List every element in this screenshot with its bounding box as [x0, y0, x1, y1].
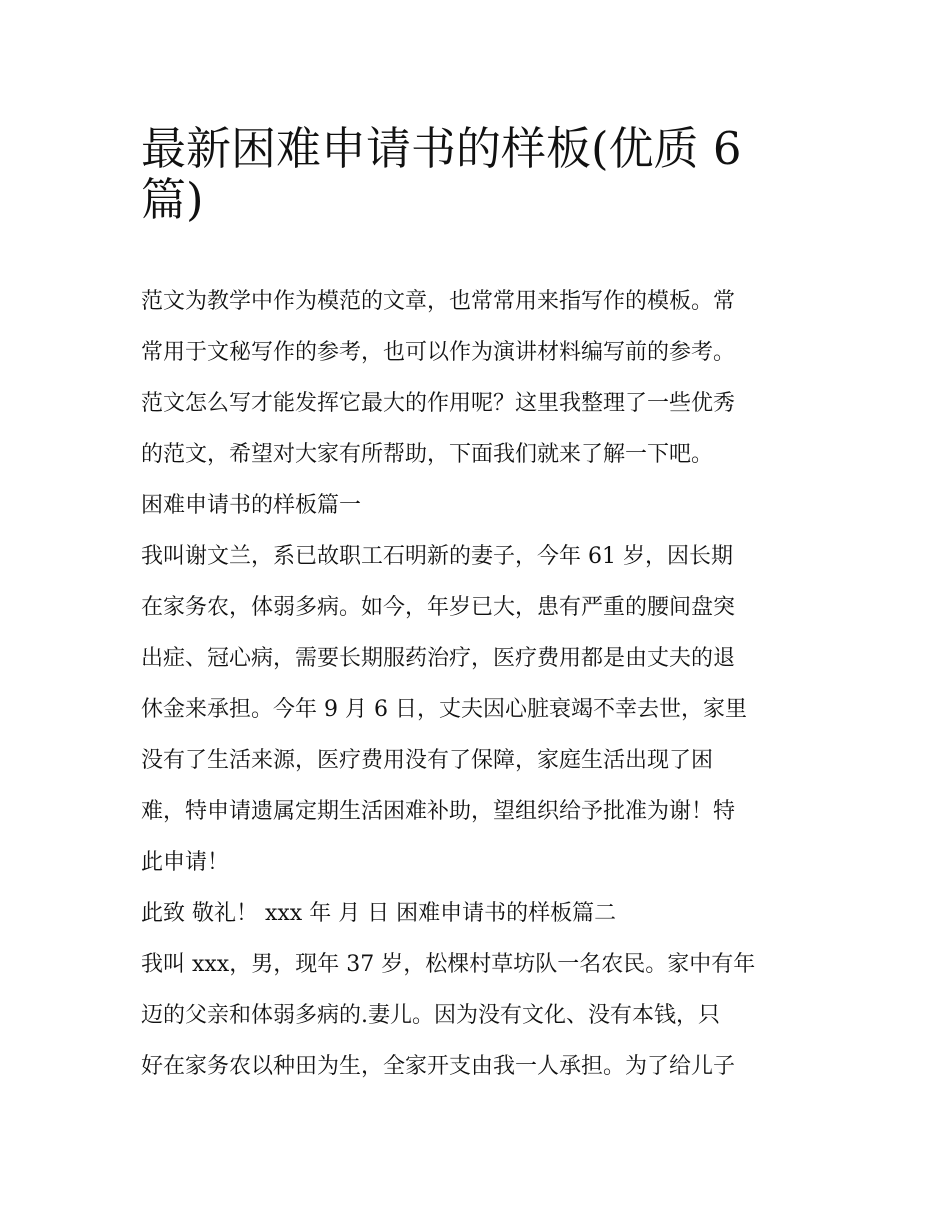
text-line: 我叫谢文兰，系已故职工石明新的妻子，今年 61 岁，因长期 — [141, 544, 733, 569]
text-line: 好在家务农以种田为生，全家开支由我一人承担。为了给儿子 — [141, 1054, 736, 1079]
text-line: 此申请！ — [141, 850, 230, 875]
section-heading — [141, 480, 813, 531]
text-line: 常用于文秘写作的参考，也可以作为演讲材料编写前的参考。 — [141, 340, 736, 365]
text-line: 迈的父亲和体弱多病的.妻儿。因为没有文化、没有本钱，只 — [141, 1003, 720, 1028]
section1-paragraph — [141, 531, 813, 888]
closing-line — [141, 888, 813, 939]
title-line: 最新困难申请书的样板(优质 6 — [141, 122, 742, 175]
text-line: 我叫 xxx，男，现年 37 岁，松棵村草坊队一名农民。家中有年 — [141, 952, 756, 977]
document-body — [141, 276, 813, 1092]
title-line: 篇) — [141, 173, 204, 226]
text-line: 没有了生活来源，医疗费用没有了保障，家庭生活出现了困 — [141, 748, 714, 773]
section-heading-text: 困难申请书的样板篇一 — [141, 493, 362, 518]
text-line: 在家务农，体弱多病。如今，年岁已大，患有严重的腰间盘突 — [141, 595, 736, 620]
document-title — [141, 112, 811, 226]
text-line: 的范文，希望对大家有所帮助，下面我们就来了解一下吧。 — [141, 442, 714, 467]
closing-text: 此致 敬礼！ xxx 年 月 日 困难申请书的样板篇二 — [141, 901, 617, 926]
text-line: 休金来承担。今年 9 月 6 日，丈夫因心脏衰竭不幸去世，家里 — [141, 697, 747, 722]
intro-paragraph — [141, 276, 813, 480]
text-line: 难，特申请遗属定期生活困难补助，望组织给予批准为谢！特 — [141, 799, 736, 824]
section2-paragraph — [141, 939, 813, 1092]
text-line: 范文怎么写才能发挥它最大的作用呢？这里我整理了一些优秀 — [141, 391, 736, 416]
text-line: 出症、冠心病，需要长期服药治疗，医疗费用都是由丈夫的退 — [141, 646, 736, 671]
text-line: 范文为教学中作为模范的文章，也常常用来指写作的模板。常 — [141, 289, 736, 314]
